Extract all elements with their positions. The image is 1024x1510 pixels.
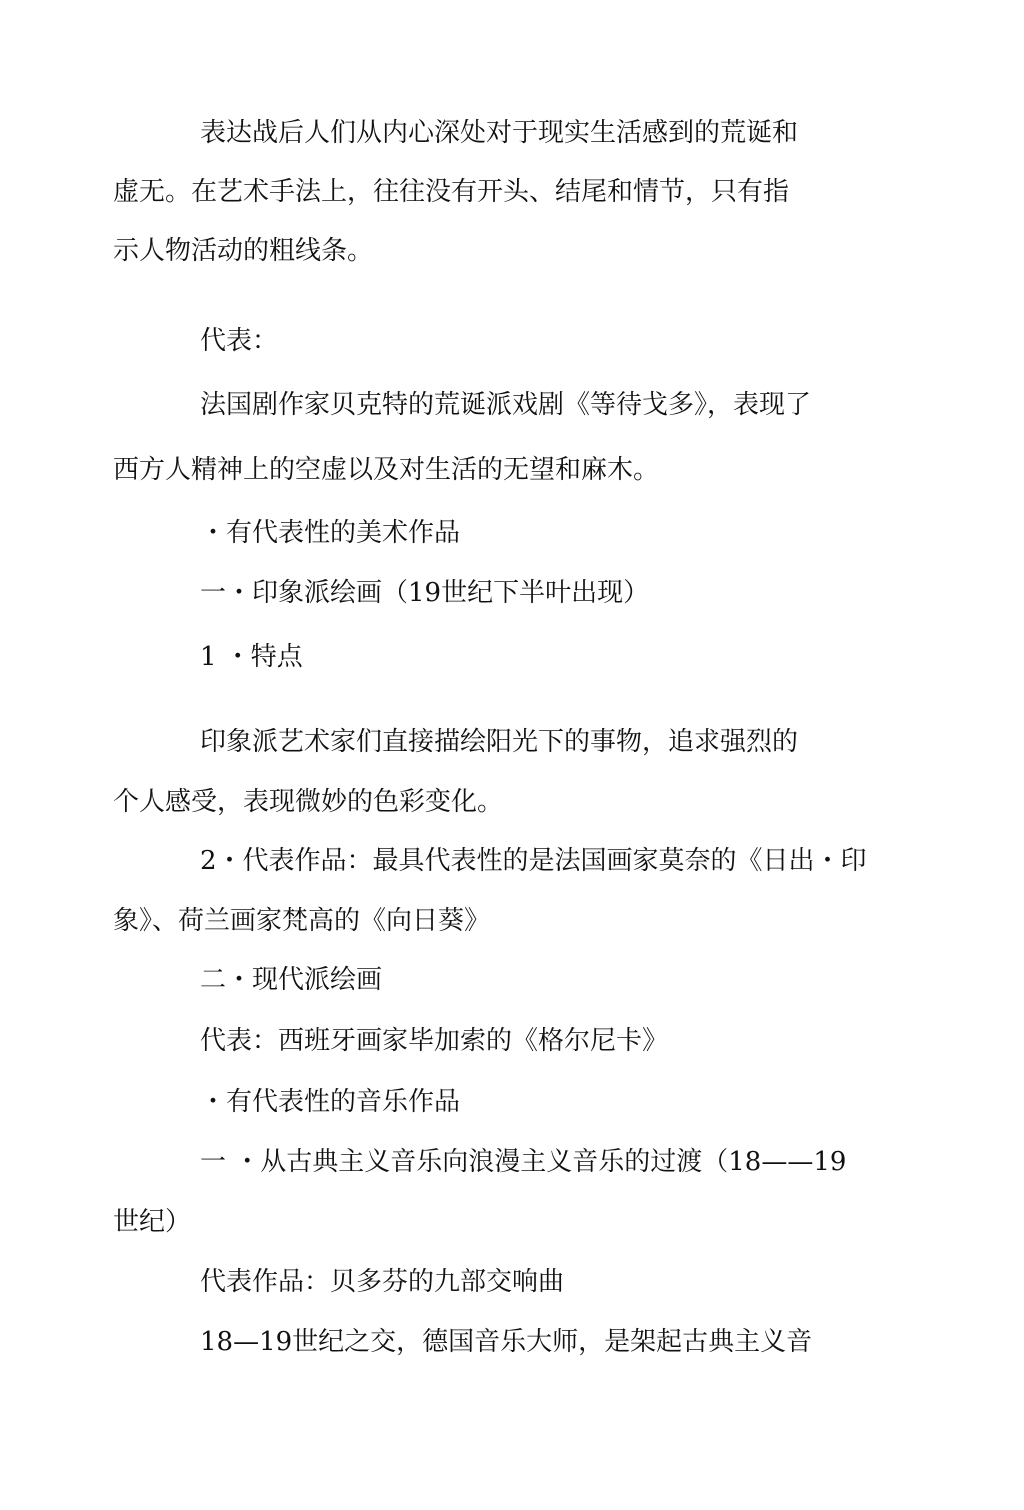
paragraph-line: 代表：西班牙画家毕加索的《格尔尼卡》 [200, 1026, 669, 1056]
paragraph-line: 表达战后人们从内心深处对于现实生活感到的荒诞和 [200, 118, 799, 148]
paragraph-line: 法国剧作家贝克特的荒诞派戏剧《等待戈多》，表现了 [200, 390, 812, 420]
paragraph-line: 西方人精神上的空虚以及对生活的无望和麻木。 [113, 455, 660, 485]
paragraph-line: 个人感受，表现微妙的色彩变化。 [113, 787, 504, 817]
section-heading: ・有代表性的美术作品 [200, 518, 461, 548]
paragraph-line: 18—19世纪之交，德国音乐大师，是架起古典主义音 [200, 1327, 813, 1357]
paragraph-line: 代表作品：贝多芬的九部交响曲 [200, 1267, 565, 1297]
section-heading: 一 ・从古典主义音乐向浪漫主义音乐的过渡（18——19 [200, 1147, 847, 1177]
paragraph-line: 2・代表作品：最具代表性的是法国画家莫奈的《日出・印 [200, 846, 867, 876]
section-label: 代表： [200, 326, 279, 356]
paragraph-line: 示人物活动的粗线条。 [113, 236, 374, 266]
paragraph-line: 印象派艺术家们直接描绘阳光下的事物，追求强烈的 [200, 727, 799, 757]
paragraph-line: 世纪） [113, 1207, 192, 1237]
section-heading: 二・现代派绘画 [200, 965, 383, 995]
section-heading: ・有代表性的音乐作品 [200, 1087, 461, 1117]
paragraph-line: 虚无。在艺术手法上，往往没有开头、结尾和情节，只有指 [113, 177, 790, 207]
section-heading: 一・印象派绘画（19世纪下半叶出现） [200, 578, 650, 608]
paragraph-line: 象》、荷兰画家梵高的《向日葵》 [113, 906, 491, 936]
section-heading: 1 ・特点 [200, 642, 303, 672]
